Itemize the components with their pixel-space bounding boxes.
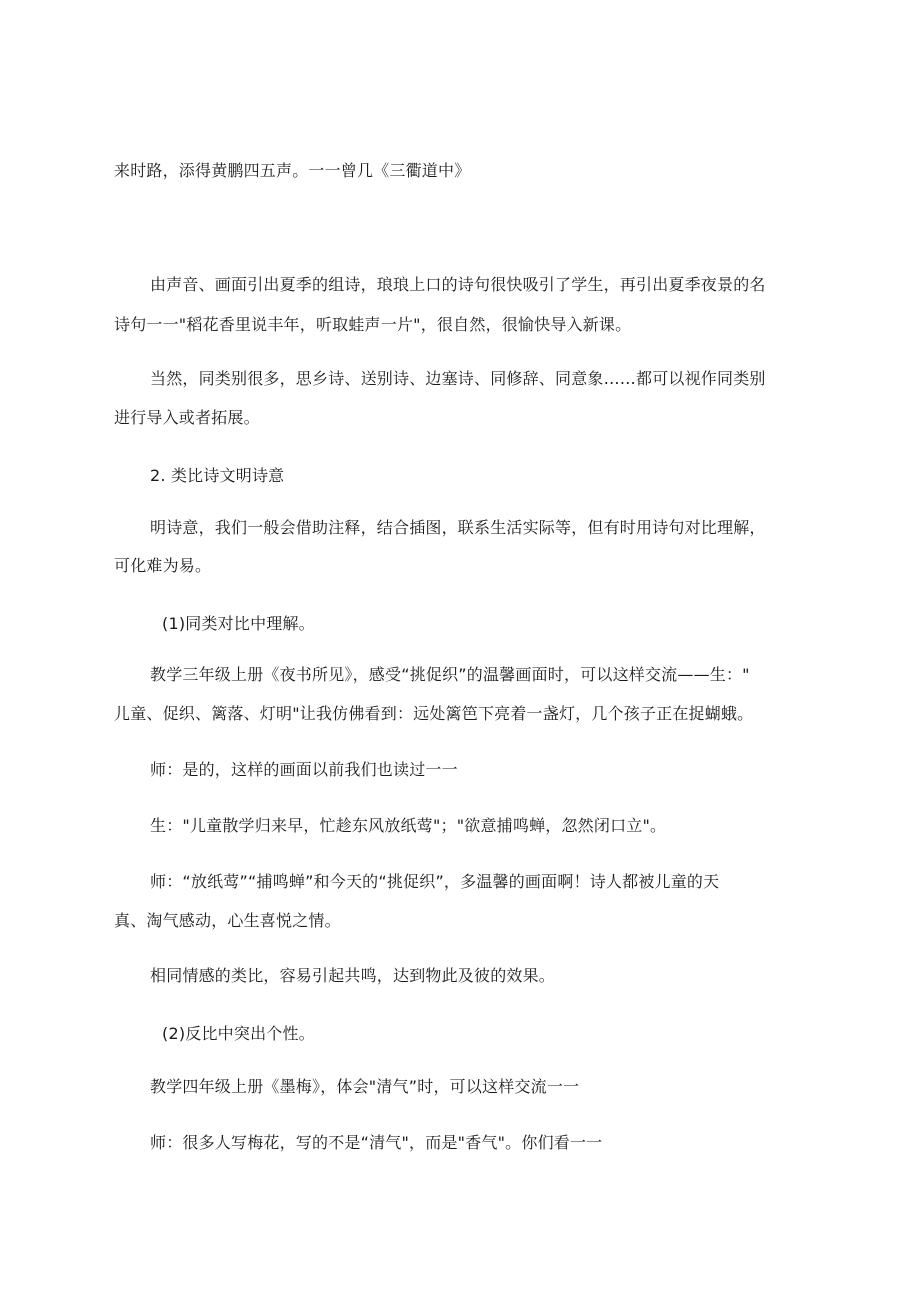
text-line: 儿童、促织、篱落、灯明"让我仿佛看到：远处篱笆下亮着一盏灯，几个孩子正在捉蝴蛾。 [114,704,754,723]
text-line: 诗句一一"稻花香里说丰年，听取蛙声一片"，很自然，很愉快导入新课。 [114,315,632,334]
text-line: 生："儿童散学归来早，忙趁东风放纸莺"；"欲意捕鸣蝉，忽然闭口立"。 [150,816,667,835]
text-line: 师：是的，这样的画面以前我们也读过一一 [150,760,458,779]
text-line: 教学三年级上册《夜书所见》，感受“挑促织”的温馨画面时，可以这样交流——生：" [150,665,750,684]
text-line: 明诗意，我们一般会借助注释，结合插图，联系生活实际等，但有时用诗句对比理解， [150,518,766,537]
text-line: 来时路，添得黄鹏四五声。一一曾几《三衢道中》 [114,161,471,180]
section-heading: 2. 类比诗文明诗意 [150,466,285,485]
text-line: 真、淘气感动，心生喜悦之情。 [114,911,341,930]
text-line: 师：很多人写梅花，写的不是“清气"，而是"香气"。你们看一一 [150,1133,603,1152]
text-line: 当然，同类别很多，思乡诗、送别诗、边塞诗、同修辞、同意象……都可以视作同类别 [150,369,766,388]
subsection-heading: (2)反比中突出个性。 [162,1024,315,1043]
text-line: 相同情感的类比，容易引起共鸣，达到物此及彼的效果。 [150,966,556,985]
text-line: 进行导入或者拓展。 [114,408,260,427]
text-line: 可化难为易。 [114,556,212,575]
subsection-heading: (1)同类对比中理解。 [162,614,315,633]
text-line: 师：“放纸莺”“捕鸣蝉”和今天的“挑促织”，多温馨的画面啊！诗人都被儿童的天 [150,872,720,891]
text-line: 由声音、画面引出夏季的组诗，琅琅上口的诗句很快吸引了学生，再引出夏季夜景的名 [150,275,766,294]
text-line: 教学四年级上册《墨梅》，体会"清气”时，可以这样交流一一 [150,1077,580,1096]
